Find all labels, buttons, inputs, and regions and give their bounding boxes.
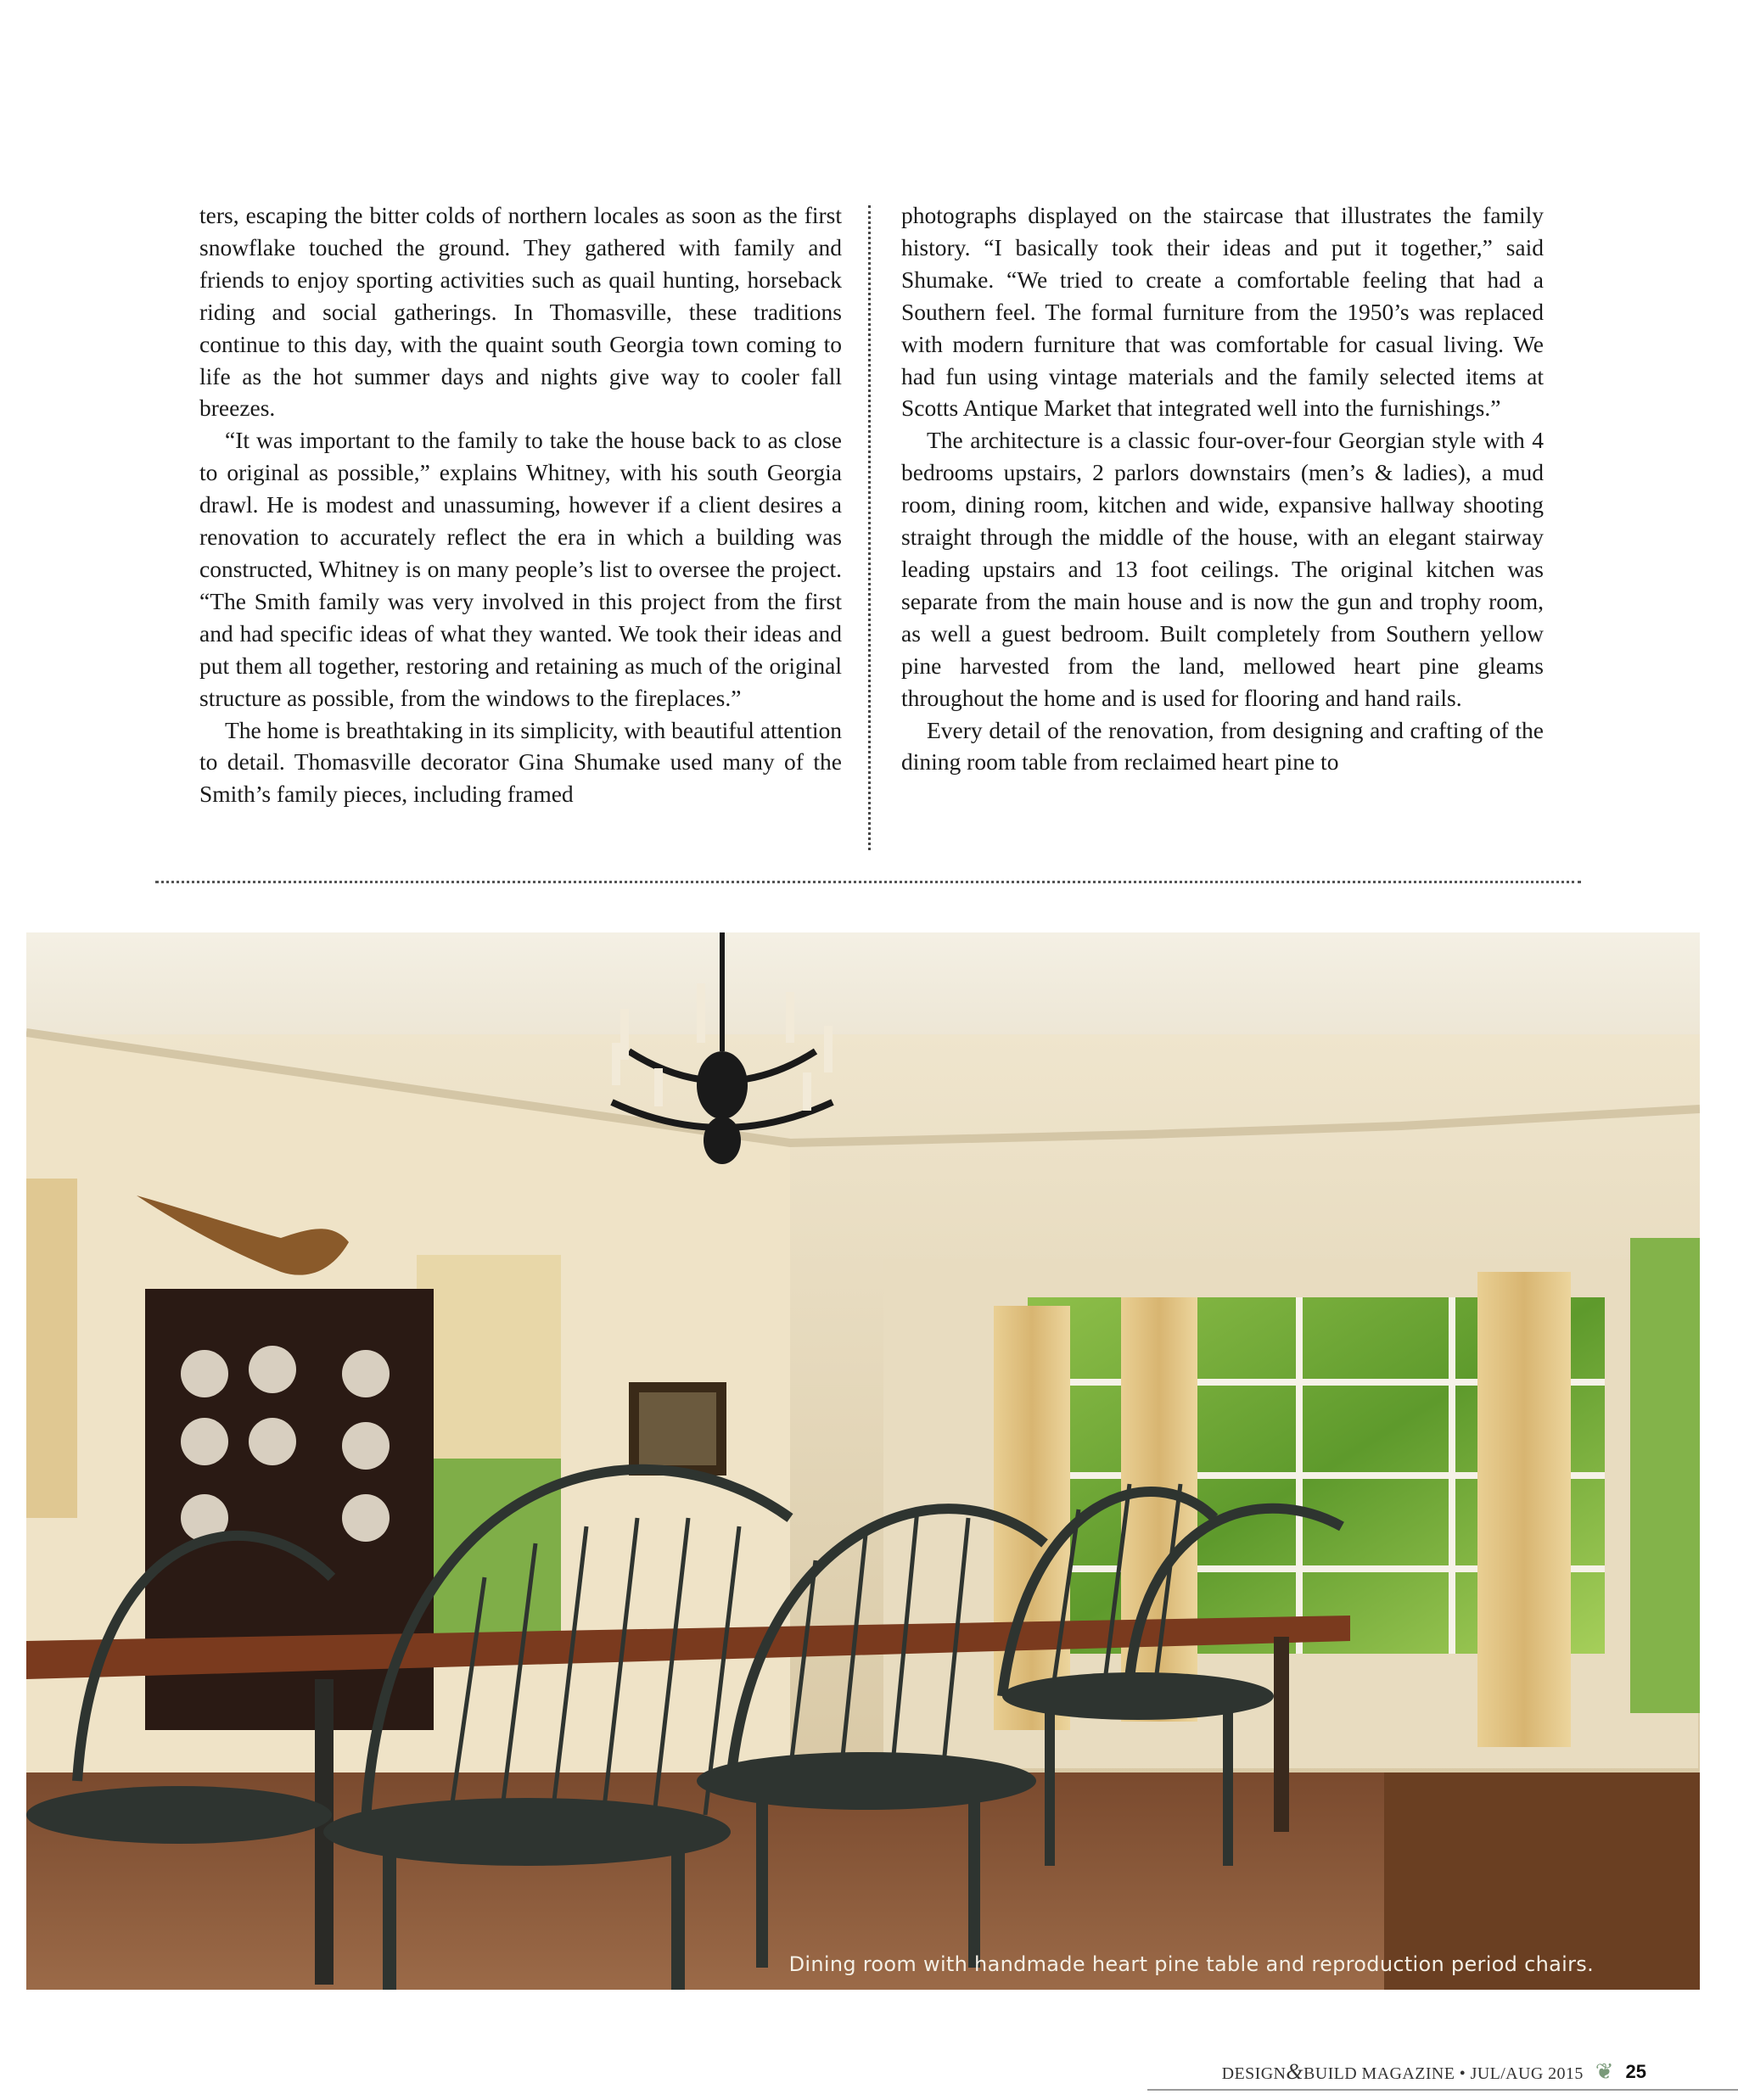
- photo-caption: Dining room with handmade heart pine table and reproduction period chairs.: [788, 1952, 1594, 1976]
- paragraph: “It was important to the family to take the house back to as close to original as possible,” explains Whitney, with his south Georgia drawl. He is modest and unassuming, however if a client desires a renovation to accurately reflect the era in which a building was constructed, Whitney is on many people’s list to oversee the project. “The Smith family was very involved in this project from the first and had specific ideas of what they wanted. We took their ideas and put them all together, restoring and retaining as much of the original structure as possible, from the windows to the fireplaces.”: [199, 427, 842, 711]
- article-left-column: [199, 199, 842, 810]
- page-number: 25: [1625, 2061, 1646, 2082]
- paragraph: Every detail of the renovation, from designing and crafting of the dining room table from reclaimed heart pine to: [901, 716, 1544, 776]
- magazine-ampersand: &: [1286, 2059, 1304, 2084]
- paragraph: The architecture is a classic four-over-four Georgian style with 4 bedrooms upstairs, 2 parlors downstairs (men’s & ladies), a mud room, dining room, kitchen and wide, expansive hallway shooting straight through the middle of the house, with an elegant stairway leading upstairs and 13 foot ceilings. The original kitchen was separate from the main house and is now the gun and trophy room, as well a guest bedroom. Built completely from Southern yellow pine harvested from the land, mellowed heart pine gleams throughout the home and is used for flooring and hand rails.: [901, 427, 1544, 711]
- paragraph: ters, escaping the bitter colds of northern locales as soon as the first snowflake touched the ground. They gathered with family and friends to enjoy sporting activities such as quail hunting, horseback riding and social gatherings. In Thomasville, these traditions continue to this day, with the quaint south Georgia town coming to life as the hot summer days and nights give way to cooler fall breezes.: [199, 202, 842, 422]
- page-footer: [1222, 2059, 1646, 2085]
- dining-room-photo: [26, 932, 1700, 1990]
- article-right-column: [901, 199, 1544, 778]
- dining-room-illustration: [26, 932, 1700, 1990]
- magazine-issue: BUILD MAGAZINE • JUL/AUG 2015: [1304, 2064, 1584, 2083]
- paragraph: The home is breathtaking in its simplicity, with beautiful attention to detail. Thomasville decorator Gina Shumake used many of the Smith’s family pieces, including framed: [199, 716, 842, 808]
- leaf-ornament-icon: ❦: [1595, 2059, 1614, 2084]
- paragraph: photographs displayed on the staircase that illustrates the family history. “I basically took their ideas and put it together,” said Shumake. “We tried to create a comfortable feeling that had a Southern feel. The formal furniture from the 1950’s was replaced with modern furniture that was comfortable for casual living. We had fun using vintage materials and the family selected items at Scotts Antique Market that integrated well into the furnishings.”: [901, 202, 1544, 422]
- section-divider: [155, 881, 1581, 883]
- magazine-name-part: DESIGN: [1221, 2064, 1287, 2083]
- magazine-name: [1222, 2059, 1584, 2085]
- footer-rule: [1147, 2089, 1738, 2091]
- column-divider: [868, 205, 871, 850]
